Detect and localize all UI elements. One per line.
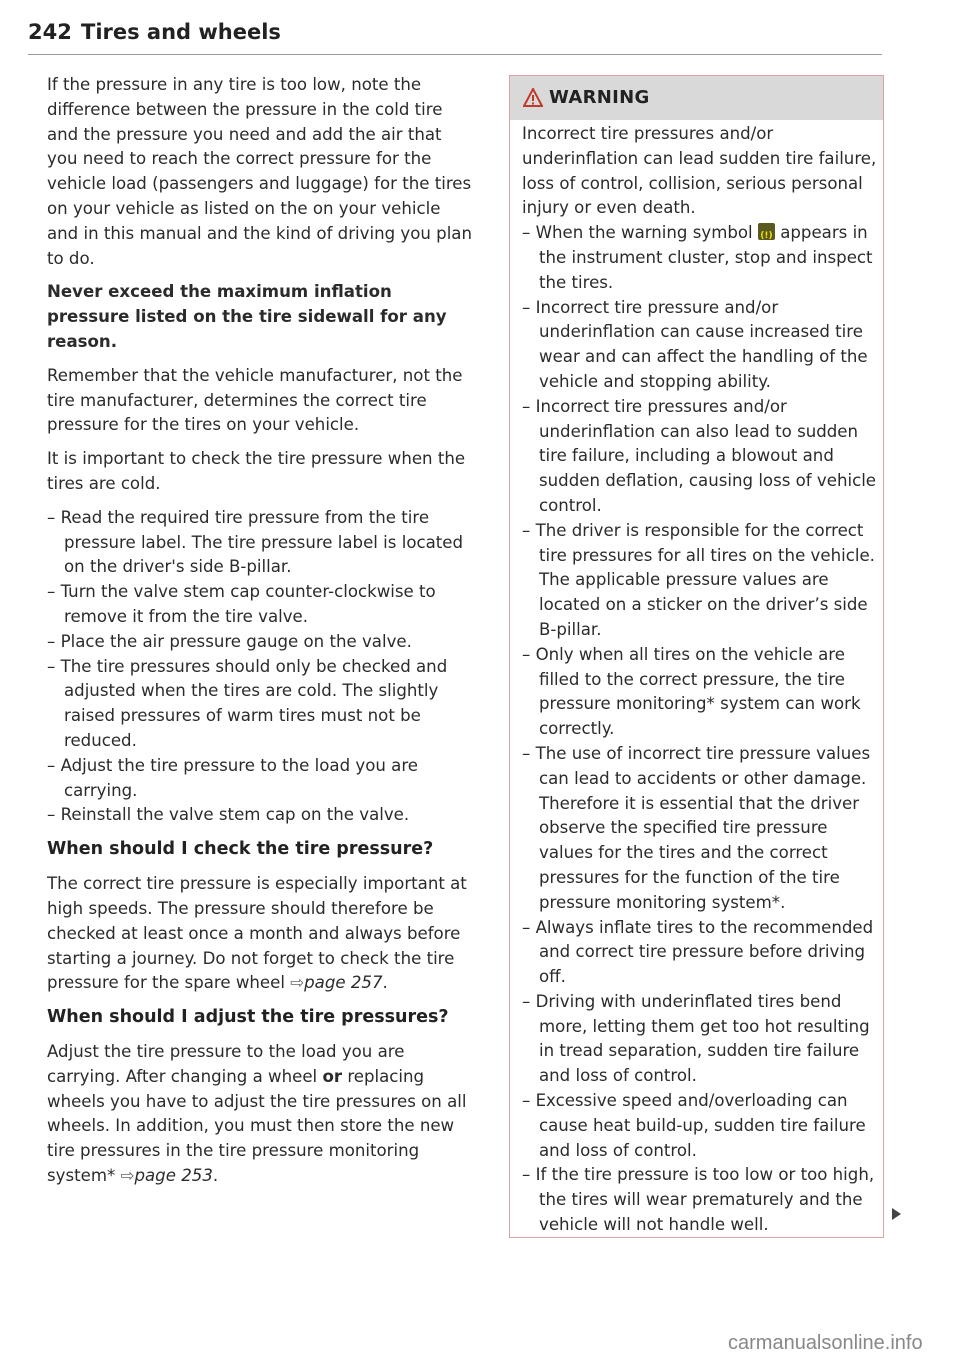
list-item: – Incorrect tire pressures and/or underinflation can also lead to sudden tire failure, including a blowout and sudden deflation, causing loss of vehicle control.	[522, 396, 877, 515]
list-item: – Excessive speed and/overloading can cause heat build-up, sudden tire failure and loss of control.	[522, 1091, 866, 1160]
list-item: – The driver is responsible for the correct tire pressures for all tires on the vehicle. The applicable pressure values are located on a sticker on the driver’s side B-pillar.	[522, 520, 875, 639]
warning-header	[510, 76, 883, 120]
list-item: – Adjust the tire pressure to the load you are carrying.	[47, 755, 419, 800]
continue-arrow-icon	[892, 1208, 901, 1220]
paragraph-never-exceed: Never exceed the maximum inflation pressure listed on the tire sidewall for any reason.	[47, 282, 447, 351]
heading-adjust-pressure: When should I adjust the tire pressures?	[47, 1007, 449, 1028]
page-header	[28, 20, 882, 55]
warning-list	[522, 221, 878, 1238]
section-title: Tires and wheels	[81, 20, 281, 44]
page-link-257[interactable]: ⇨page 257	[290, 973, 383, 993]
paragraph-low-pressure: If the pressure in any tire is too low, note the difference between the pressure in the cold tire and the pressure you need and add the air that you need to reach the correct pressure for the vehicle load (passengers and luggage) for the tires on your vehicle as listed on the on your vehicle and in this manual and the kind of driving you plan to do.	[47, 75, 472, 268]
list-item: – When the warning symbol (!) appears in the instrument cluster, stop and inspect the tires.	[522, 221, 878, 295]
list-item: – Reinstall the valve stem cap on the valve.	[47, 805, 410, 825]
list-item: – Incorrect tire pressure and/or underinflation can cause increased tire wear and can affect the handling of the vehicle and stopping ability.	[522, 297, 868, 391]
list-item: – Place the air pressure gauge on the valve.	[47, 631, 412, 651]
paragraph-check-pressure: The correct tire pressure is especially important at high speeds. The pressure should therefore be checked at least once a month and always before starting a journey. Do not forget to check the tire pressure for the spare wheel ⇨page 257.	[47, 874, 467, 993]
paragraph-adjust-pressure: Adjust the tire pressure to the load you are carrying. After changing a wheel or replacing wheels you have to adjust the tire pressures on all wheels. In addition, you must then store the new tire pressures in the tire pressure monitoring system* ⇨page 253.	[47, 1042, 467, 1186]
list-item: – Read the required tire pressure from the tire pressure label. The tire pressure label is located on the driver's side B-pillar.	[47, 507, 464, 577]
tire-pressure-warning-icon	[758, 223, 775, 240]
heading-check-pressure: When should I check the tire pressure?	[47, 839, 434, 860]
watermark: carmanualsonline.info	[728, 1332, 923, 1354]
paragraph-manufacturer: Remember that the vehicle manufacturer, not the tire manufacturer, determines the correct tire pressure for the tires on your vehicle.	[47, 365, 463, 435]
warning-intro: Incorrect tire pressures and/or underinflation can lead sudden tire failure, loss of control, collision, serious personal injury or even death.	[522, 124, 877, 218]
warning-triangle-icon	[523, 88, 543, 107]
left-column	[47, 73, 472, 1198]
page-link-253[interactable]: ⇨page 253	[120, 1166, 213, 1186]
list-item: – If the tire pressure is too low or too high, the tires will wear prematurely and the vehicle will not handle well.	[522, 1165, 875, 1235]
xref-arrow-icon: ⇨	[290, 973, 305, 993]
xref-arrow-icon: ⇨	[120, 1166, 135, 1186]
paragraph-cold-tires: It is important to check the tire pressure when the tires are cold.	[47, 449, 466, 493]
page-number: 242	[28, 20, 72, 44]
list-item: – Turn the valve stem cap counter-clockwise to remove it from the tire valve.	[47, 582, 436, 626]
warning-body	[522, 122, 878, 1238]
list-item: – Driving with underinflated tires bend more, letting them get too hot resulting in tread separation, sudden tire failure and loss of control.	[522, 991, 870, 1086]
warning-box	[509, 75, 884, 1238]
list-item: – Only when all tires on the vehicle are filled to the correct pressure, the tire pressure monitoring* system can work correctly.	[522, 644, 861, 739]
list-item: – The tire pressures should only be checked and adjusted when the tires are cold. The slightly raised pressures of warm tires must not be reduced.	[47, 656, 448, 750]
list-item: – Always inflate tires to the recommended and correct tire pressure before driving off.	[522, 917, 874, 987]
list-item: – The use of incorrect tire pressure values can lead to accidents or other damage. Therefore it is essential that the driver observe the specified tire pressure values for the tires and the correct pressures for the function of the tire pressure monitoring system*.	[522, 743, 871, 912]
procedure-steps	[47, 506, 472, 828]
warning-title: WARNING	[549, 87, 650, 108]
